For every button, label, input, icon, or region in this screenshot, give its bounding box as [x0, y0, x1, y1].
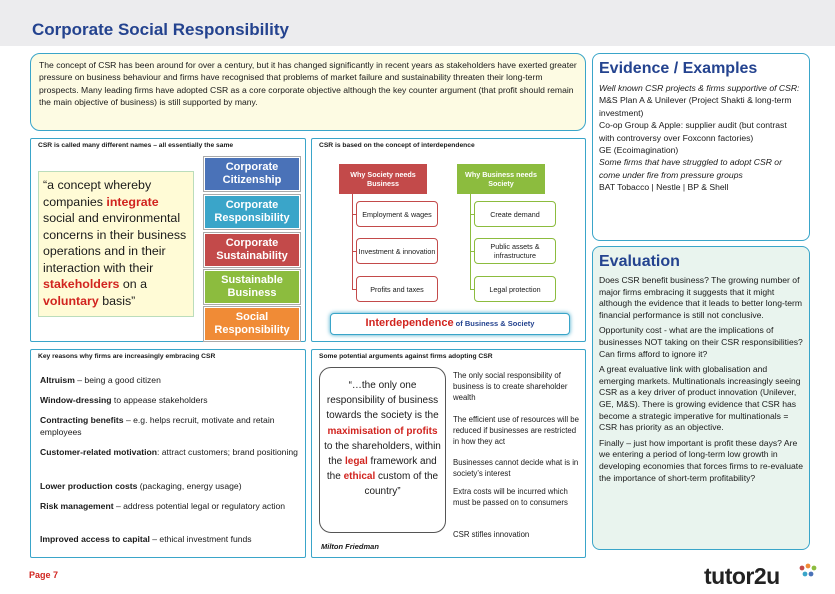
evaluation-paragraph: Finally – just how important is profit these days? Are we entering a period of long-term low growth in developing economies that forces firms to re-evaluate the importance of short-term profitability? — [599, 437, 803, 483]
society-item-investment: Investment & innovation — [356, 238, 438, 264]
argument-item: The efficient use of resources will be reduced if businesses are restricted in how they act — [453, 415, 579, 446]
page-title: Corporate Social Responsibility — [32, 20, 289, 39]
reason-text: – address potential legal or regulatory action — [113, 501, 286, 511]
reason-term: Lower production costs — [40, 481, 138, 491]
intro-panel — [30, 53, 586, 131]
intro-text: The concept of CSR has been around for over a century, but it has changed significantly in recent years as stakeholders have exerted greater pressure on business behaviour and firms have recognised that problems of market failure and sustainability threaten their long-term prospects. Many leading firms have adopted CSR as a core corporate objective although the key counter argument (that profit should remain the main objective of business) is still supported by many. — [39, 60, 577, 108]
tag-corporate-responsibility: Corporate Responsibility — [204, 195, 300, 229]
reason-item — [40, 446, 298, 458]
quote-text: framework and the — [326, 456, 437, 483]
against-panel — [311, 349, 586, 558]
evidence-item: M&S Plan A & Unilever (Project Shakti & long-term investment) — [599, 95, 792, 118]
society-needs-business-header: Why Society needs Business — [339, 164, 427, 194]
argument-item: Extra costs will be incurred which must be passed on to consumers — [453, 487, 568, 507]
reason-item — [40, 533, 298, 545]
reason-text: – e.g. helps recruit, motivate and retain employees — [40, 415, 275, 437]
business-needs-society-header: Why Business needs Society — [457, 164, 545, 194]
argument-item: CSR stifles innovation — [453, 530, 530, 539]
reason-item — [40, 414, 298, 438]
tag-sustainable-business: Sustainable Business — [204, 270, 300, 304]
society-item-employment: Employment & wages — [356, 201, 438, 227]
friedman-quote — [319, 367, 446, 533]
quote-keyword: voluntary — [43, 293, 99, 308]
quote-text: to the shareholders, within the — [324, 440, 441, 468]
csr-definition-quote — [38, 171, 194, 317]
logo-dots-icon — [797, 562, 819, 584]
reasons-heading: Key reasons why firms are increasingly embracing CSR — [38, 353, 216, 360]
quote-keyword: legal — [344, 456, 368, 468]
evidence-heading: Evidence / Examples — [599, 60, 758, 77]
reason-term: Contracting benefits — [40, 415, 124, 425]
quote-keyword: integrate — [106, 194, 159, 209]
interdependence-panel — [311, 138, 586, 342]
evaluation-heading: Evaluation — [599, 253, 680, 270]
society-item-profits: Profits and taxes — [356, 276, 438, 302]
quote-author: Milton Friedman — [321, 542, 379, 551]
evidence-intro: Well known CSR projects & firms supportive of CSR: — [599, 83, 800, 93]
reason-text: to appease stakeholders — [111, 395, 208, 405]
reason-term: Risk management — [40, 501, 114, 511]
tutor2u-logo: tutor2u — [704, 563, 780, 589]
quote-keyword: maximisation of profits — [327, 425, 438, 437]
quote-text: custom of the country” — [364, 471, 439, 498]
banner-subtitle: of Business & Society — [453, 319, 535, 328]
tag-corporate-citizenship: Corporate Citizenship — [204, 157, 300, 191]
quote-keyword: ethical — [343, 471, 376, 483]
quote-text: social and environmental concerns in their business operations and in their interaction with their — [43, 211, 187, 275]
interdependence-banner — [330, 313, 570, 335]
page-number: Page 7 — [29, 570, 59, 580]
reason-item — [40, 500, 298, 512]
banner-title: Interdependence — [365, 317, 454, 329]
quote-text: basis” — [98, 293, 136, 308]
evaluation-panel — [592, 246, 810, 550]
evidence-panel — [592, 53, 810, 241]
business-item-legal: Legal protection — [474, 276, 556, 302]
evaluation-paragraph: Does CSR benefit business? The growing number of major firms embracing it suggests that it might although the evidence that it leads to better long-term financial performance is still not conclusive. — [599, 275, 803, 320]
reason-text: (packaging, energy usage) — [137, 481, 242, 491]
reason-item — [40, 394, 298, 406]
reason-term: Improved access to capital — [40, 534, 150, 544]
quote-keyword: stakeholders — [43, 277, 120, 291]
business-item-demand: Create demand — [474, 201, 556, 227]
against-heading: Some potential arguments against firms adopting CSR — [319, 353, 493, 360]
reason-text: : attract customers; brand positioning — [157, 447, 298, 457]
society-connector — [352, 194, 353, 290]
argument-item: The only social responsibility of business is to create shareholder wealth — [453, 371, 568, 402]
tag-corporate-sustainability: Corporate Sustainability — [204, 233, 300, 267]
evidence-item: Co-op Group & Apple: supplier audit (but contrast with controversy over Foxconn factories) — [599, 120, 787, 143]
quote-text: “…the only one responsibility of business towards the society is the — [326, 380, 439, 422]
tag-social-responsibility: Social Responsibility — [204, 307, 300, 341]
evidence-item: GE (Ecoimagination) — [599, 145, 679, 156]
business-item-infrastructure: Public assets & infrastructure — [474, 238, 556, 264]
reason-text: – ethical investment funds — [149, 534, 252, 544]
reason-text: – being a good citizen — [74, 375, 161, 385]
reason-term: Altruism — [40, 375, 75, 385]
evidence-struggle-intro: Some firms that have struggled to adopt CSR or come under fire from pressure groups — [599, 157, 782, 180]
reason-item — [40, 374, 298, 386]
quote-text: “a concept whereby companies — [43, 178, 152, 209]
names-heading: CSR is called many different names – all essentially the same — [38, 142, 234, 149]
business-connector — [470, 194, 471, 290]
argument-item: Businesses cannot decide what is in society’s interest — [453, 458, 579, 478]
evaluation-paragraph: Opportunity cost - what are the implications of businesses NOT taking on their CSR responsibilities? Can firms afford to ignore it? — [599, 325, 803, 359]
reasons-panel — [30, 349, 306, 558]
evaluation-paragraph: A great evaluative link with globalisation and emerging markets. Multinationals increasingly seeing CSR as a key driver of product innovation (Unilever, GE, M&S). There is growing evidence that CSR has become a strategic imperative for multinationals = CSR has priority as an objective. — [599, 364, 801, 433]
evidence-struggle-list: BAT Tobacco | Nestle | BP & Shell — [599, 182, 729, 193]
quote-text: on a — [119, 277, 148, 291]
interdependence-heading: CSR is based on the concept of interdependence — [319, 142, 475, 149]
reason-term: Window-dressing — [40, 395, 112, 405]
names-panel — [30, 138, 306, 342]
reason-item — [40, 480, 298, 492]
reason-term: Customer-related motivation — [40, 447, 157, 457]
